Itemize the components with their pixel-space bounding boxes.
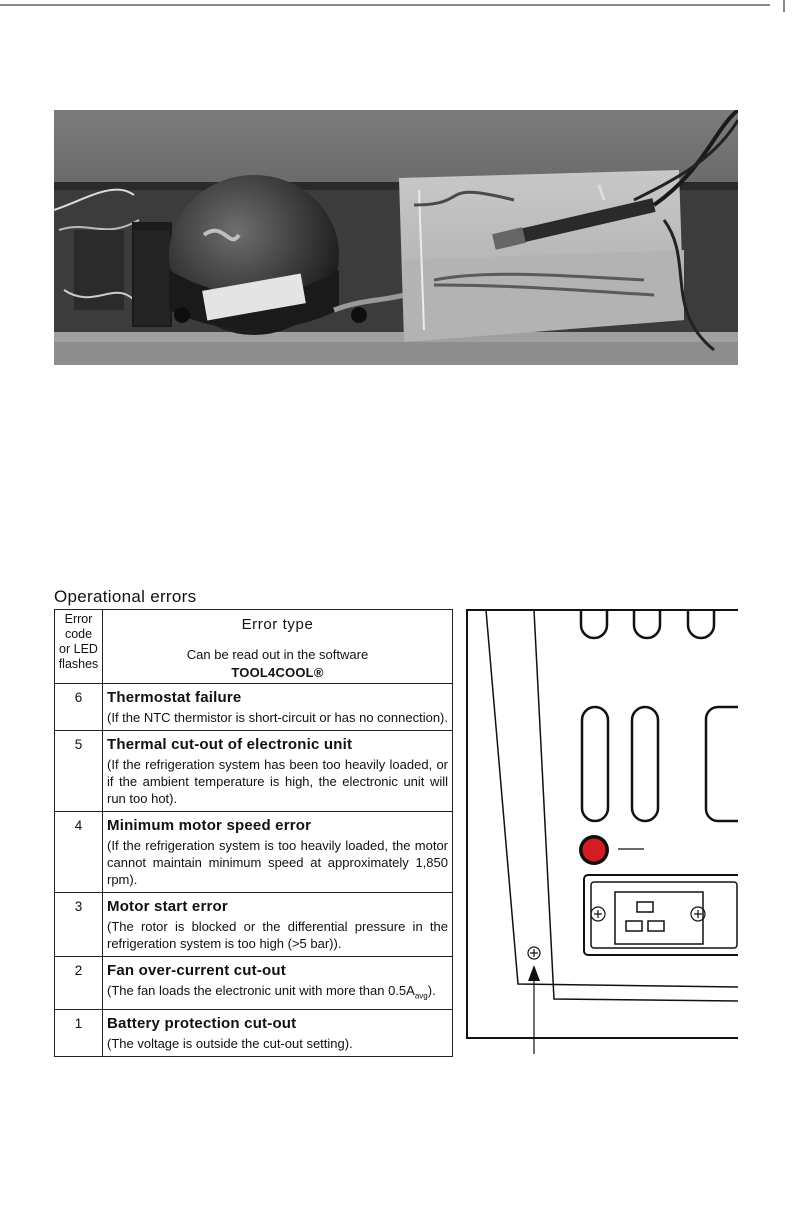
electronic-unit-drawing	[466, 609, 738, 1059]
error-description: (If the refrigeration system is too heavily loaded, the motor cannot maintain minimum speed at approximately 1,850 rpm).	[107, 838, 448, 887]
error-cell	[103, 893, 453, 957]
error-code: 2	[55, 957, 103, 1010]
error-description: (If the NTC thermistor is short-circuit or has no connection).	[107, 710, 449, 725]
header-error-type-title: Error type	[241, 616, 314, 633]
compressor-photo	[54, 110, 738, 365]
led-indicator	[583, 839, 606, 862]
error-title: Thermostat failure	[107, 689, 242, 706]
operational-errors-table	[54, 609, 453, 1057]
error-description: (The voltage is outside the cut-out setting).	[107, 1035, 353, 1051]
table-row	[55, 893, 453, 957]
error-cell	[103, 684, 453, 731]
error-cell	[103, 957, 453, 1010]
error-cell	[103, 731, 453, 812]
table-row	[55, 957, 453, 1010]
arrow-up-icon	[528, 965, 540, 981]
error-code: 1	[55, 1009, 103, 1056]
header-error-type-sub: Can be read out in the software	[186, 647, 369, 662]
table-row	[55, 1009, 453, 1056]
error-code: 6	[55, 684, 103, 731]
error-description: (If the refrigeration system has been too heavily loaded, or if the ambient temperature is high, the electronic unit will run too hot).	[107, 757, 448, 806]
table-row	[55, 812, 453, 893]
error-title: Battery protection cut-out	[107, 1014, 297, 1032]
error-cell	[103, 812, 453, 893]
error-title: Motor start error	[107, 898, 228, 915]
error-code: 5	[55, 731, 103, 812]
page-cut-line	[0, 0, 786, 12]
error-title: Fan over-current cut-out	[107, 962, 286, 979]
error-code: 4	[55, 812, 103, 893]
header-software-name: TOOL4COOL®	[231, 665, 324, 680]
table-row	[55, 684, 453, 731]
error-title: Minimum motor speed error	[107, 817, 312, 834]
header-error-code: Error code or LED flashes	[55, 610, 103, 684]
error-description: (The rotor is blocked or the differential pressure in the refrigeration system is too high (>5 bar)).	[107, 919, 448, 951]
error-cell	[103, 1009, 453, 1056]
error-description: (The fan loads the electronic unit with more than $0.5A_{avg}$).	[107, 983, 436, 1001]
header-error-type	[103, 610, 453, 684]
table-row	[55, 731, 453, 812]
table-header-row	[55, 610, 453, 684]
error-code: 3	[55, 893, 103, 957]
error-title: Thermal cut-out of electronic unit	[107, 736, 353, 753]
section-title: Operational errors	[54, 587, 197, 606]
